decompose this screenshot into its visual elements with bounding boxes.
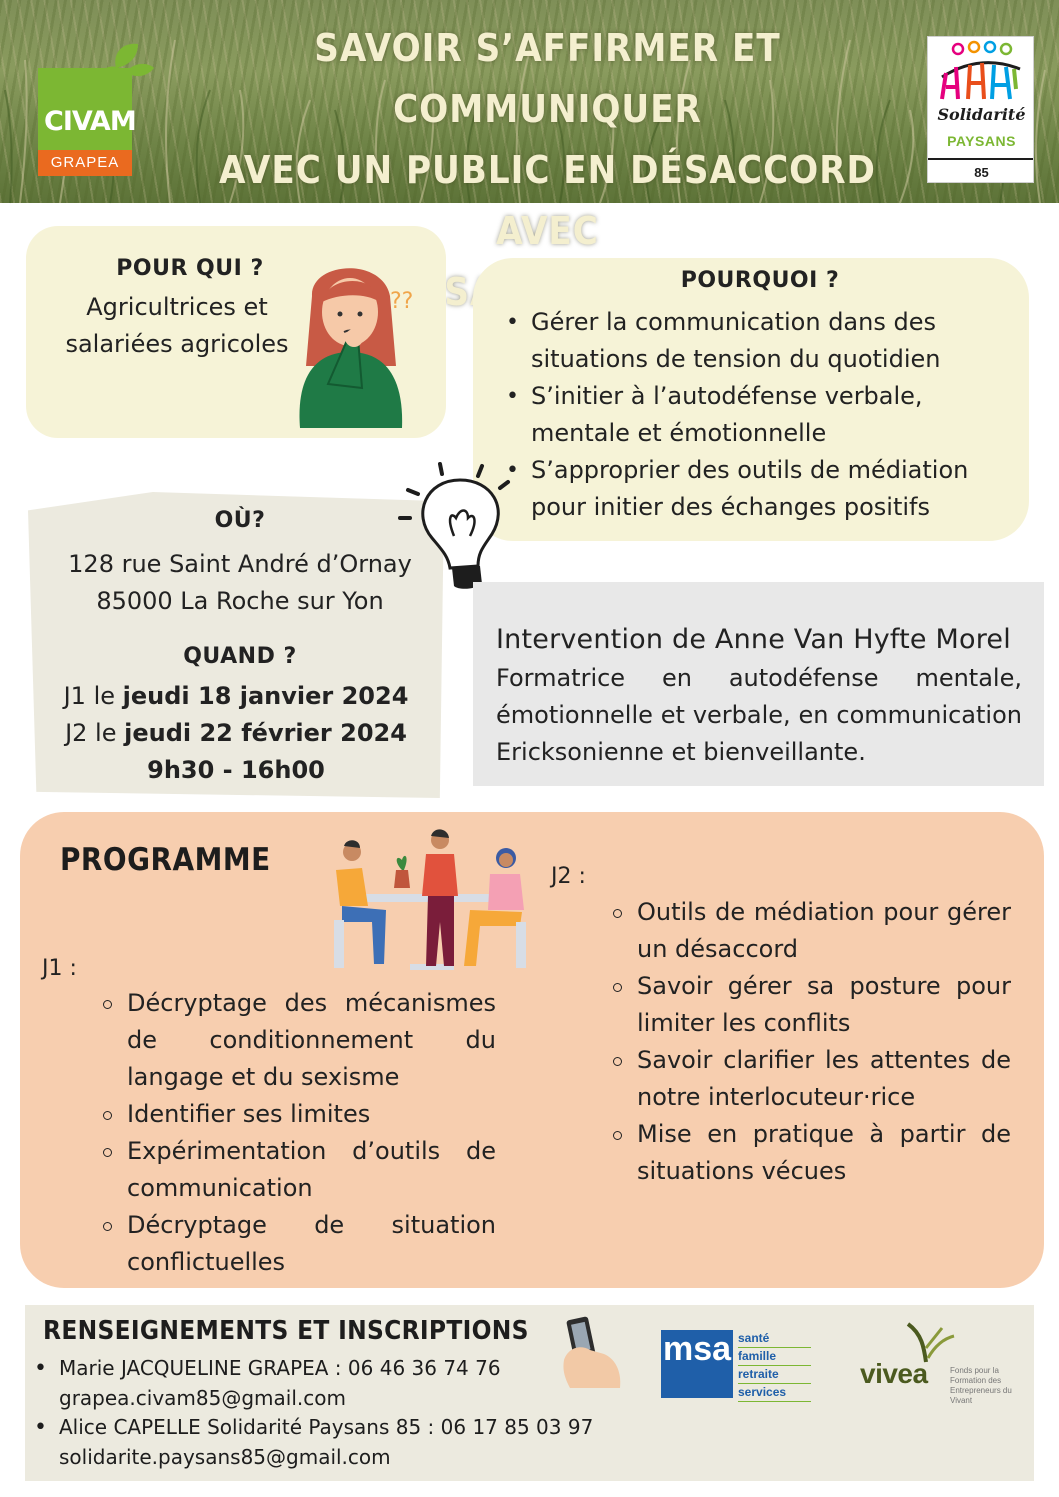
list-item: • Gérer la communication dans des situations de tension du quotidien: [504, 304, 1024, 378]
intervenant-name: Intervention de Anne Van Hyfte Morel: [496, 624, 1011, 655]
list-item: Outils de médiation pour gérer un désaccord: [609, 894, 1011, 968]
programme-title: PROGRAMME: [60, 842, 271, 878]
msa-letters: msa: [661, 1330, 733, 1398]
civam-logo-sub: GRAPEA: [38, 150, 132, 176]
pour-qui-line-2: salariées agricoles: [65, 330, 289, 358]
list-item: Décryptage de situation conflictuelles: [99, 1207, 496, 1281]
j1-list: [99, 985, 496, 1281]
lightbulb-icon: [396, 456, 520, 590]
contact-marie-phone: • Marie JACQUELINE GRAPEA : 06 46 36 74 76: [59, 1356, 501, 1380]
list-item: Savoir clarifier les attentes de notre interlocuteur·rice: [609, 1042, 1011, 1116]
list-item: • S’initier à l’autodéfense verbale, mentale et émotionnelle: [504, 378, 1024, 452]
contact-item-marie: [32, 1354, 632, 1413]
date-j1-value: jeudi 18 janvier 2024: [122, 682, 409, 710]
contact-title: RENSEIGNEMENTS ET INSCRIPTIONS: [43, 1316, 529, 1346]
vivea-word: vivea: [860, 1358, 928, 1389]
svg-text:??: ??: [390, 289, 414, 314]
pour-qui-text: [52, 289, 302, 363]
date-j1: [40, 678, 432, 715]
list-item: Identifier ses limites: [99, 1096, 496, 1133]
quand-title: QUAND ?: [183, 644, 297, 669]
vivea-tagline: Fonds pour la Formation des Entrepreneurs du Vivant: [950, 1366, 1012, 1405]
intervenant-description: Formatrice en autodéfense mentale, émotionnelle et verbale, en communication Ericksonienne et bienveillante.: [496, 664, 1022, 766]
msa-word: famille: [738, 1348, 811, 1366]
title-line-3: SA: [444, 270, 498, 314]
j2-list: [609, 894, 1011, 1190]
msa-word: santé: [738, 1330, 811, 1348]
logo-divider: [928, 158, 1033, 160]
solidarite-word: Solidarité: [937, 105, 1026, 124]
civam-grapea-logo: [38, 38, 158, 178]
contact-marie-email[interactable]: grapea.civam85@gmail.com: [59, 1385, 346, 1410]
address: [40, 546, 440, 620]
address-line-1: 128 rue Saint André d’Ornay: [68, 550, 412, 578]
list-item: • S’approprier des outils de médiation pour initier des échanges positifs: [504, 452, 1024, 526]
j2-label: J2 :: [551, 864, 586, 889]
pourquoi-title: POURQUOI ?: [680, 268, 840, 293]
vivea-leaf-icon: [896, 1318, 956, 1362]
intervention: [496, 620, 1022, 771]
j1-label: J1 :: [42, 956, 77, 981]
list-item: Mise en pratique à partir de situations vécues: [609, 1116, 1011, 1190]
title-line-2: AVEC UN PUBLIC EN DÉSACCORD AVEC: [219, 148, 876, 253]
phone-in-hand-icon: [560, 1314, 626, 1390]
contact-alice-phone: • Alice CAPELLE Solidarité Paysans 85 : 06 17 85 03 97: [59, 1415, 594, 1439]
contact-alice-email[interactable]: solidarite.paysans85@gmail.com: [59, 1444, 391, 1469]
date-j2: [40, 715, 432, 752]
solidarite-paysans-logo: [927, 36, 1034, 183]
people-at-table-icon: [330, 826, 530, 972]
contact-list: [32, 1354, 632, 1472]
title-line-1: SAVOIR S’AFFIRMER ET COMMUNIQUER: [314, 26, 781, 131]
msa-word: services: [738, 1384, 811, 1402]
children-figures-icon: [928, 37, 1033, 107]
date-j2-value: jeudi 22 février 2024: [124, 719, 407, 747]
msa-logo: [661, 1330, 811, 1398]
pour-qui-title: POUR QUI ?: [116, 256, 264, 281]
ou-title: OÙ?: [214, 508, 266, 533]
hours-value: 9h30 - 16h00: [147, 756, 325, 784]
thinking-woman-icon: [292, 256, 424, 428]
list-item: Savoir gérer sa posture pour limiter les conflits: [609, 968, 1011, 1042]
dates: [40, 678, 432, 789]
hours: [40, 752, 432, 789]
civam-logo-word: CIVAM: [44, 106, 136, 137]
vivea-logo: [860, 1318, 1030, 1404]
date-j2-prefix: J2 le: [65, 719, 125, 747]
paysans-word: PAYSANS: [947, 133, 1016, 149]
msa-words: [738, 1330, 811, 1402]
list-item: Expérimentation d’outils de communication: [99, 1133, 496, 1207]
department-number: 85: [974, 165, 989, 180]
pourquoi-list: [504, 304, 1024, 526]
contact-item-alice: [32, 1413, 632, 1472]
msa-word: retraite: [738, 1366, 811, 1384]
pour-qui-line-1: Agricultrices et: [86, 293, 268, 321]
date-j1-prefix: J1 le: [63, 682, 123, 710]
list-item: Décryptage des mécanismes de conditionnement du langage et du sexisme: [99, 985, 496, 1096]
address-line-2: 85000 La Roche sur Yon: [96, 587, 384, 615]
